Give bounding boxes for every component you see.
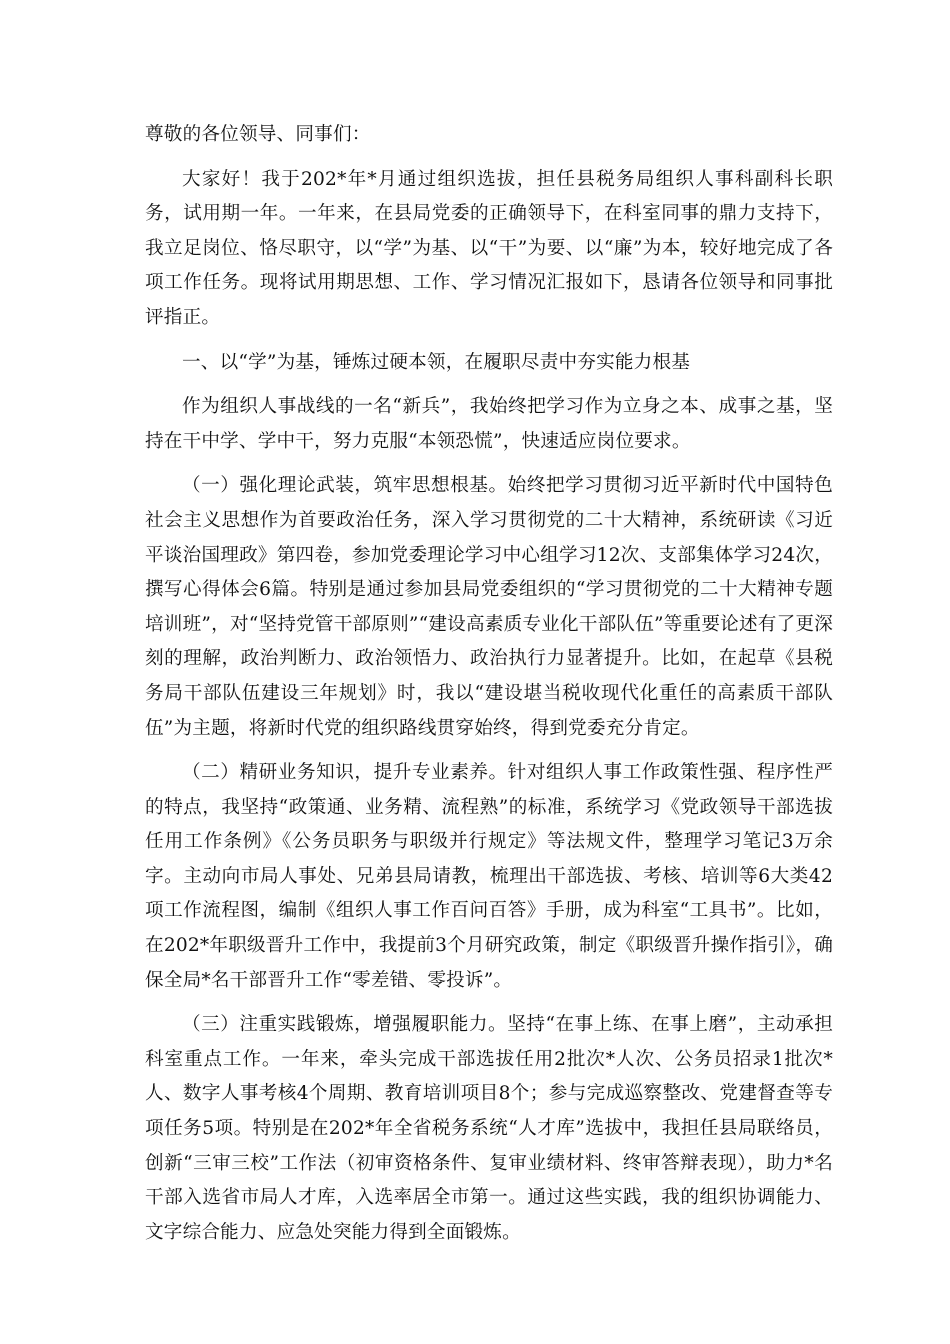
section-heading-1: 一、以“学”为基，锤炼过硬本领，在履职尽责中夯实能力根基 — [182, 351, 691, 373]
paragraph-subsection-1: （一）强化理论武装，筑牢思想根基。始终把学习贯彻习近平新时代中国特色社会主义思想作为首要政治任务，深入学习贯彻党的二十大精神，系统研读《习近平谈治国理政》第四卷，参加党委理论学习中心组学习12次、支部集体学习24次，撰写心得体会6篇。特别是通过参加县局党委组织的“学习贯彻党的二十大精神专题培训班”，对“坚持党管干部原则”“建设高素质专业化干部队伍”等重要论述有了更深刻的理解，政治判断力、政治领悟力、政治执行力显著提升。比如，在起草《县税务局干部队伍建设三年规划》时，我以“建设堪当税收现代化重任的高素质干部队伍”为主题，将新时代党的组织路线贯穿始终，得到党委充分肯定。 — [145, 475, 833, 739]
paragraph-subsection-3: （三）注重实践锻炼，增强履职能力。坚持“在事上练、在事上磨”，主动承担科室重点工作。一年来，牵头完成干部选拔任用2批次*人次、公务员招录1批次*人、数字人事考核4个周期、教育培训项目8个；参与完成巡察整改、党建督查等专项任务5项。特别是在202*年全省税务系统“人才库”选拔中，我担任县局联络员，创新“三审三校”工作法（初审资格条件、复审业绩材料、终审答辩表现），助力*名干部入选省市局人才库，入选率居全市第一。通过这些实践，我的组织协调能力、文字综合能力、应急处突能力得到全面锻炼。 — [145, 1014, 833, 1243]
salutation: 尊敬的各位领导、同事们： — [145, 124, 371, 145]
paragraph-intro: 大家好！我于202*年*月通过组织选拔，担任县税务局组织人事科副科长职务，试用期一年。一年来，在县局党委的正确领导下，在科室同事的鼎力支持下，我立足岗位、恪尽职守，以“学”为基、以“干”为要、以“廉”为本，较好地完成了各项工作任务。现将试用期思想、工作、学习情况汇报如下，恳请各位领导和同事批评指正。 — [145, 168, 833, 328]
document-page — [145, 118, 833, 1250]
paragraph-section-1-intro: 作为组织人事战线的一名“新兵”，我始终把学习作为立身之本、成事之基，坚持在干中学、学中干，努力克服“本领恐慌”，快速适应岗位要求。 — [145, 396, 833, 452]
paragraph-subsection-2: （二）精研业务知识，提升专业素养。针对组织人事工作政策性强、程序性严的特点，我坚持“政策通、业务精、流程熟”的标准，系统学习《党政领导干部选拔任用工作条例》《公务员职务与职级并行规定》等法规文件，整理学习笔记3万余字。主动向市局人事处、兄弟县局请教，梳理出干部选拔、考核、培训等6大类42项工作流程图，编制《组织人事工作百问百答》手册，成为科室“工具书”。比如，在202*年职级晋升工作中，我提前3个月研究政策，制定《职级晋升操作指引》，确保全局*名干部晋升工作“零差错、零投诉”。 — [145, 762, 833, 991]
